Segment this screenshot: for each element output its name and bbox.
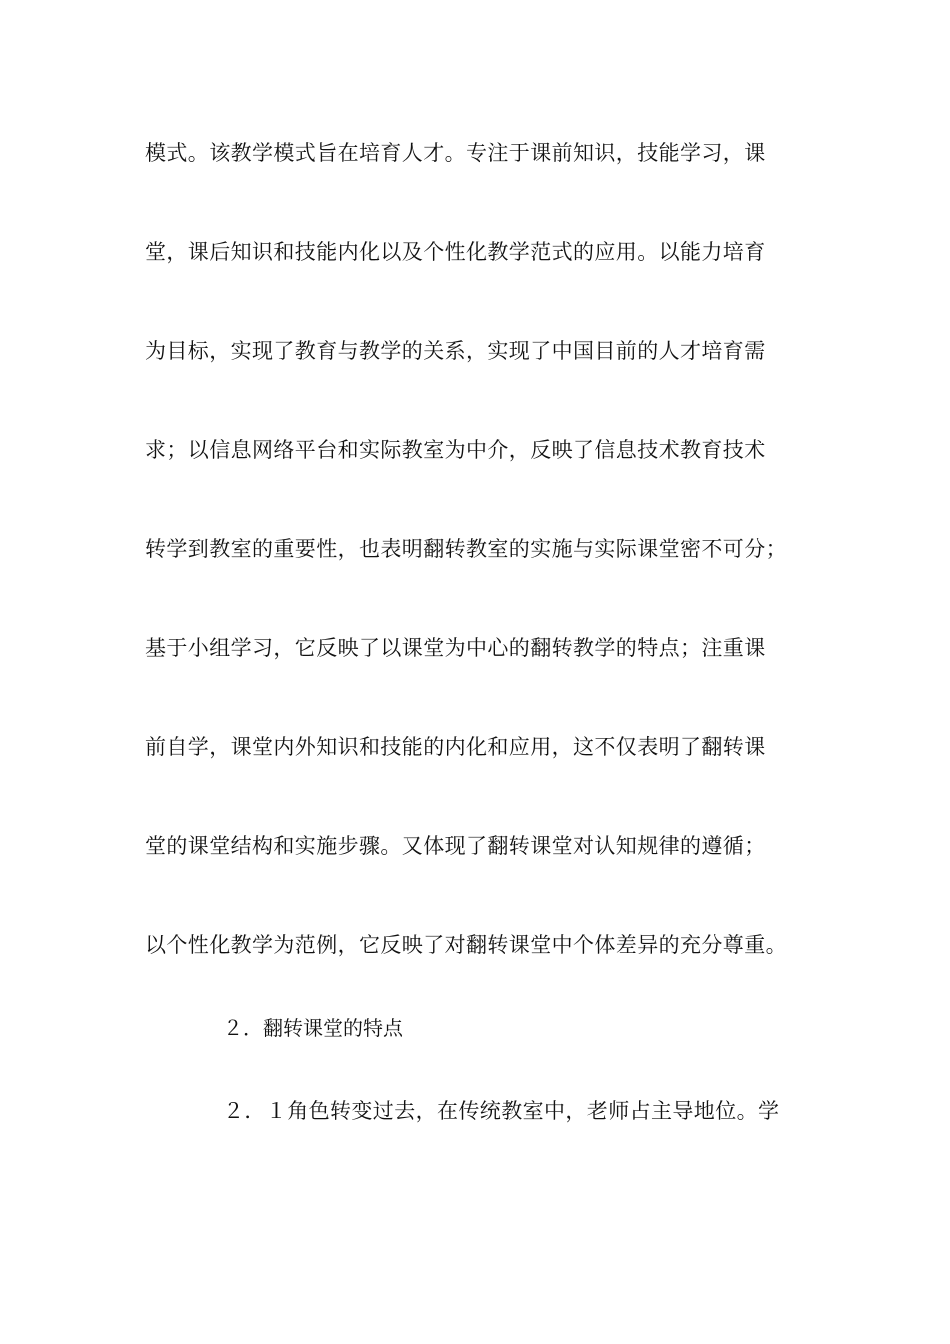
paragraph-line: 求；以信息网络平台和实际教室为中介，反映了信息技术教育技术 xyxy=(145,438,766,462)
paragraph-line: 基于小组学习，它反映了以课堂为中心的翻转教学的特点；注重课 xyxy=(145,636,766,660)
paragraph-line: 为目标，实现了教育与教学的关系，实现了中国目前的人才培育需 xyxy=(145,339,766,363)
paragraph-line: 堂，课后知识和技能内化以及个性化教学范式的应用。以能力培育 xyxy=(145,240,766,264)
paragraph-line: 前自学，课堂内外知识和技能的内化和应用，这不仅表明了翻转课 xyxy=(145,735,766,759)
paragraph-line: 堂的课堂结构和实施步骤。又体现了翻转课堂对认知规律的遵循； xyxy=(145,834,766,858)
section-heading: ２．翻转课堂的特点 xyxy=(223,1016,403,1040)
paragraph-line: 模式。该教学模式旨在培育人才。专注于课前知识，技能学习，课 xyxy=(145,141,766,165)
subsection-line: ２．１角色转变过去，在传统教室中，老师占主导地位。学 xyxy=(223,1099,780,1123)
paragraph-line: 以个性化教学为范例，它反映了对翻转课堂中个体差异的充分尊重。 xyxy=(145,933,787,957)
paragraph-line: 转学到教室的重要性，也表明翻转教室的实施与实际课堂密不可分； xyxy=(145,537,787,561)
